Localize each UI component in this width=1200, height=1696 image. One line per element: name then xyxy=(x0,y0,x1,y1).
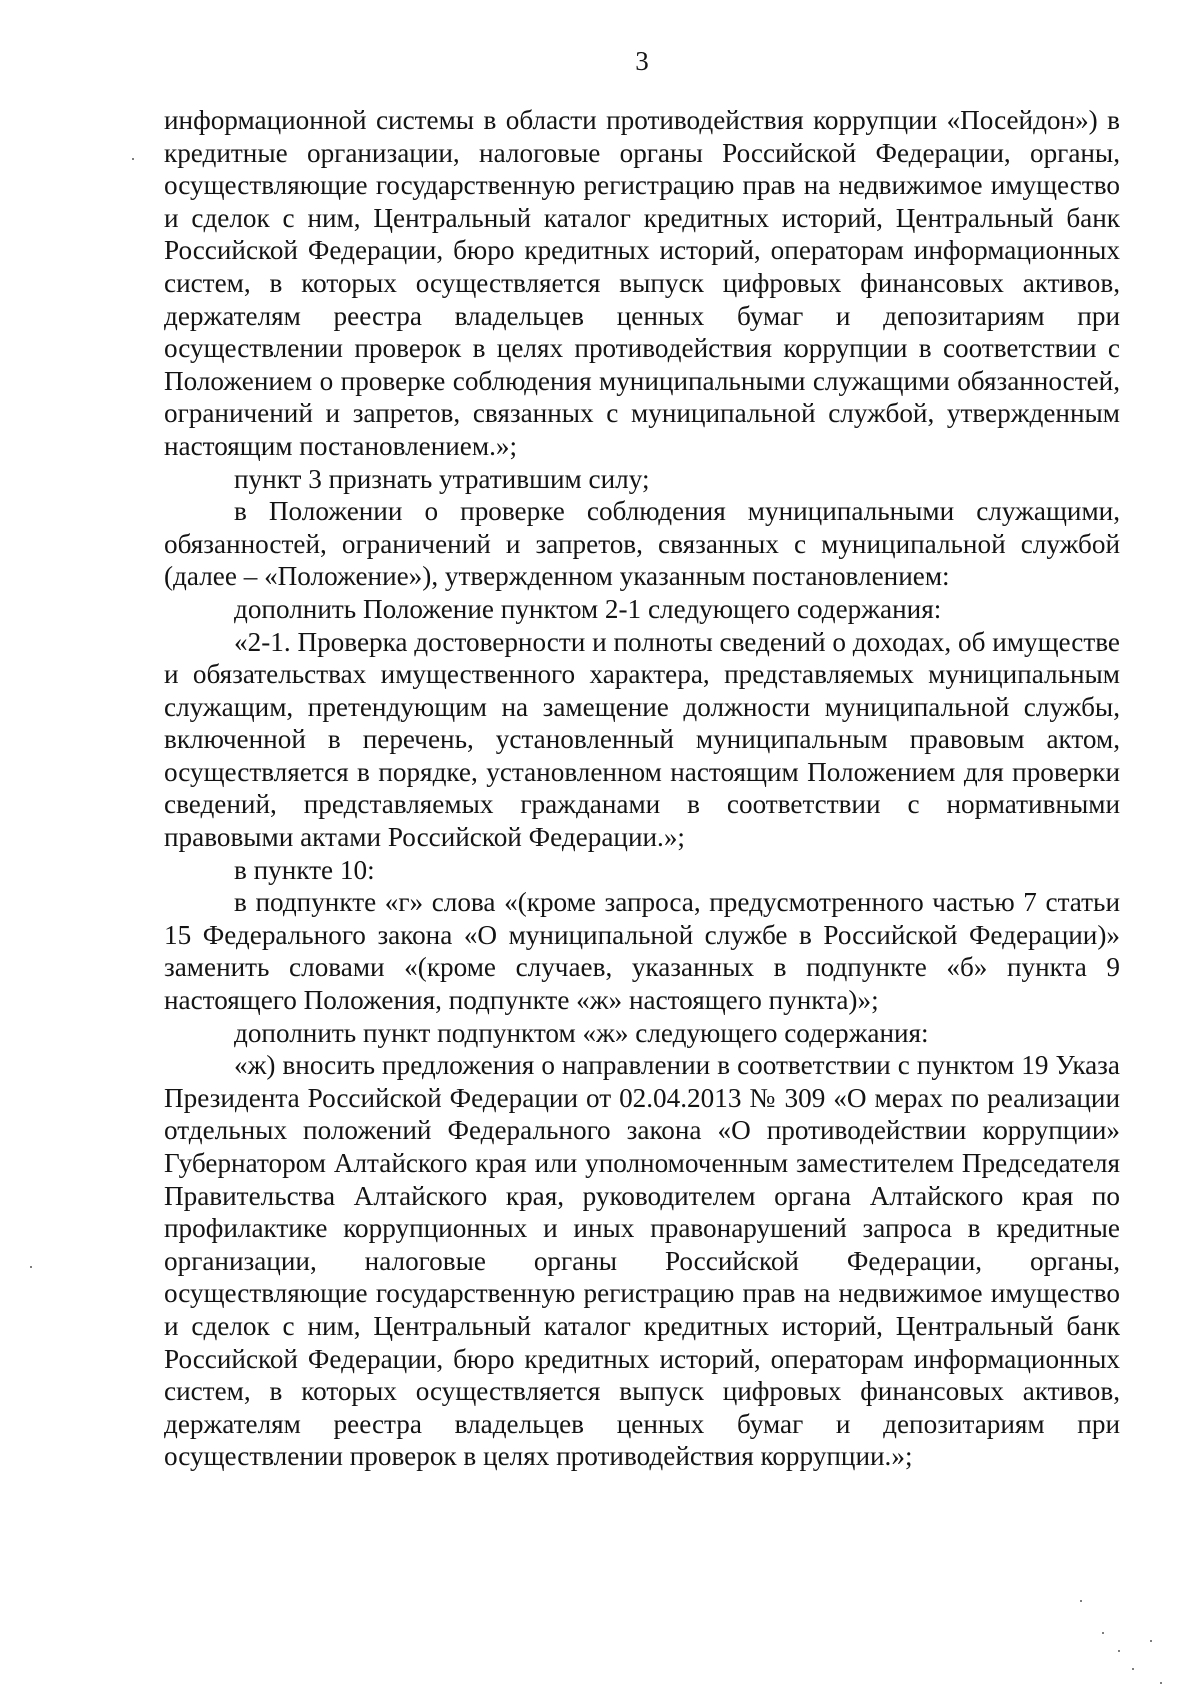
scan-speck xyxy=(1102,1632,1104,1634)
paragraph-item-3-repeal: пункт 3 признать утратившим силу; xyxy=(234,463,650,494)
paragraph-regulation-intro: в Положении о проверке соблюдения муниципальными служащими, обязанностей, ограничений и запретов, связанных с муниципальной службой (далее – «Положение»), утвержденном указанным постановлением: xyxy=(164,496,1120,592)
paragraph-subitem-zh-text: «ж) вносить предложения о направлении в соответствии с пунктом 19 Указа Президента Российской Федерации от 02.04.2013 № 309 «О мерах по реализации отдельных положений Федерального закона «О противодействии коррупции» Губернатором Алтайского края или уполномоченным заместителем Председателя Правительства Алтайского края, руководителем органа Алтайского края по профилактике коррупционных и иных правонарушений запроса в кредитные организации, налоговые органы Российской Федерации, органы, осуществляющие государственную регистрацию прав на недвижимое имущество и сделок с ним, Центральный каталог кредитных историй, Центральный банк Российской Федерации, бюро кредитных историй, операторам информационных систем, в которых осуществляется выпуск цифровых финансовых активов, держателям реестра владельцев ценных бумаг и депозитариям при осуществлении проверок в целях противодействия коррупции.»; xyxy=(164,1050,1120,1472)
scan-speck xyxy=(1150,1640,1152,1642)
paragraph-add-item-2-1: дополнить Положение пунктом 2-1 следующего содержания: xyxy=(234,593,942,624)
paragraph-continuation: информационной системы в области противодействия коррупции «Посейдон») в кредитные организации, налоговые органы Российской Федерации, органы, осуществляющие государственную регистрацию прав на недвижимое имущество и сделок с ним, Центральный каталог кредитных историй, Центральный банк Российской Федерации, бюро кредитных историй, операторам информационных систем, в которых осуществляется выпуск цифровых финансовых активов, держателям реестра владельцев ценных бумаг и депозитариям при осуществлении проверок в целях противодействия коррупции в соответствии с Положением о проверке соблюдения муниципальными служащими обязанностей, ограничений и запретов, связанных с муниципальной службой, утвержденным настоящим постановлением.»; xyxy=(164,105,1120,461)
scan-speck xyxy=(30,1266,32,1268)
scan-speck xyxy=(1118,1650,1120,1652)
scan-speck xyxy=(1160,1682,1162,1684)
paragraph-item-2-1-text: «2-1. Проверка достоверности и полноты сведений о доходах, об имуществе и обязательствах имущественного характера, представляемых муниципальным служащим, претендующим на замещение должности муниципальной службы, включенной в перечень, установленный муниципальным правовым актом, осуществляется в порядке, установленном настоящим Положением для проверки сведений, представляемых гражданами в соответствии с нормативными правовыми актами Российской Федерации.»; xyxy=(164,626,1120,853)
scan-speck xyxy=(1080,1600,1082,1602)
document-body xyxy=(164,104,1120,1473)
paragraph-item-10: в пункте 10: xyxy=(234,854,375,885)
scan-speck xyxy=(1132,1668,1134,1670)
scan-speck xyxy=(132,158,134,160)
paragraph-subitem-g: в подпункте «г» слова «(кроме запроса, предусмотренного частью 7 статьи 15 Федерального закона «О муниципальной службе в Российской Федерации)» заменить словами «(кроме случаев, указанных в подпункте «б» пункта 9 настоящего Положения, подпункте «ж» настоящего пункта)»; xyxy=(164,887,1120,1016)
page-number: 3 xyxy=(635,46,649,76)
paragraph-add-subitem-zh: дополнить пункт подпунктом «ж» следующего содержания: xyxy=(234,1017,929,1048)
